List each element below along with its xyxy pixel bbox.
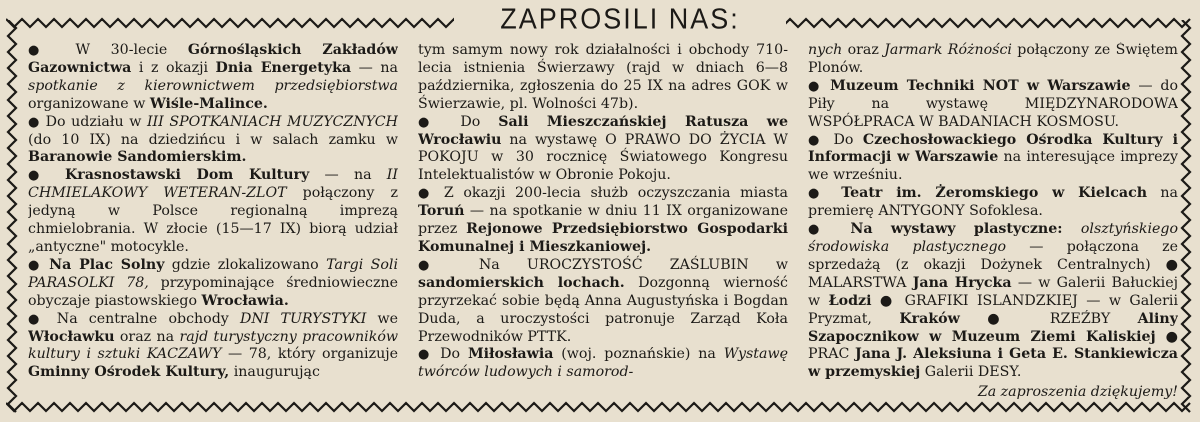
col1-run-20: Na Plac Solny <box>49 256 165 273</box>
col1-run-10: Do udziału w <box>45 113 147 130</box>
col3-run-13: na premierę ANTYGONY Sofoklesa. <box>808 185 1178 220</box>
zigzag-border-right <box>1180 20 1192 414</box>
col2-run-15: Do <box>440 346 468 363</box>
col1-run-9: ● <box>28 114 46 130</box>
col3-run-1: oraz <box>842 42 885 58</box>
col3-run-8: Do <box>833 131 863 148</box>
col3-run-11: ● <box>808 186 842 202</box>
col1-run-13: Baranowie Sandomierskim. <box>28 149 247 166</box>
col1-run-17: II CHMIELAKOWY WETERAN-ZLOT <box>28 167 398 202</box>
col1-run-5: — na <box>351 59 398 76</box>
article-frame <box>6 3 1192 414</box>
column-3-body <box>808 42 1178 380</box>
col1-run-25: ● <box>28 311 57 327</box>
col1-run-15: Krasnostawski Dom Kultury <box>64 167 310 184</box>
col3-run-24: Aliny Szapocznikow w Muzeum Ziemi Kaliskiej <box>808 310 1178 345</box>
col1-run-14: ● <box>28 168 65 184</box>
col1-run-24: Wrocławia. <box>201 292 289 309</box>
col1-run-7: organizowane w <box>28 95 150 112</box>
article-title: ZAPROSILI NAS: <box>454 1 786 37</box>
col1-run-27: DNI TURYSTYKI <box>239 310 367 327</box>
col3-run-12: Teatr im. Żeromskiego w Kielcach <box>841 185 1148 202</box>
col3-run-18: Jana Hrycka <box>912 274 1012 291</box>
col3-run-0: nych <box>808 42 843 58</box>
col1-run-21: gdzie zlokalizowano <box>164 256 327 273</box>
col3-run-25: ● PRAC <box>808 328 1178 363</box>
col1-run-19: ● <box>28 257 50 273</box>
col1-run-11: III SPOTKANIACH MUZYCZNYCH <box>146 113 398 130</box>
col2-run-6: Z okazji 200-lecia służb oczyszczania miasta <box>443 185 788 202</box>
col1-run-22: Targi Soli PARASOLKI 78, <box>28 256 398 291</box>
zigzag-border-left <box>6 20 18 414</box>
col2-run-5: ● <box>418 186 444 202</box>
col1-run-29: Włocławku <box>28 328 115 345</box>
col3-run-19: — w Galerii Bałuckiej w <box>808 274 1178 309</box>
col2-run-14: ● <box>418 347 441 363</box>
col1-run-26: Na centralne obchody <box>56 310 240 327</box>
column-3 <box>808 42 1178 404</box>
col1-run-12: (do 10 IX) na dziedzińcu i w salach zamku w <box>28 131 398 148</box>
col1-run-1: W 30-lecie <box>75 42 188 58</box>
col3-run-23: ● RZEŹBY <box>959 310 1138 327</box>
col3-run-21: ● GRAFIKI ISLANDZKIEJ — w Galerii Pryzmat, <box>808 292 1178 327</box>
col2-run-4: na wystawę O PRAWO DO ŻYCIA W POKOJU w 30 rocznicę Światowego Kongresu Intelektualistów w Obronie Pokoju. <box>418 131 788 184</box>
col2-run-2: Do <box>460 113 499 130</box>
col2-run-16: Miłosławia <box>467 346 554 363</box>
col3-run-6: — do Piły na wystawę MIĘDZYNARODOWA WSPÓŁPRACA W BADANIACH KOSMOSU. <box>808 77 1178 130</box>
col1-run-18: połączony z jedyną w Polsce regionalną imprezą chmielobrania. W złocie (15—17 IX) biorą udział „antyczne" motocykle. <box>28 185 398 255</box>
col1-run-16: — na <box>309 167 387 184</box>
article-columns <box>28 42 1178 404</box>
col3-run-4: ● <box>808 78 831 94</box>
col3-run-20: Łodzi <box>828 292 872 309</box>
col2-run-9: Rejonowe Przedsiębiorstwo Gospodarki Komunalnej i Mieszkaniowej. <box>418 221 788 255</box>
column-2 <box>418 42 788 404</box>
col1-run-31: rajd turystyczny pracowników kultury i sztuki KACZAWY <box>28 328 398 363</box>
col1-run-32: — 78, który organizuje <box>221 346 398 363</box>
col3-run-27: Galerii DESY. <box>920 364 1022 381</box>
col1-run-2: Górnośląskich Zakładów Gazownictwa <box>28 42 398 76</box>
col3-run-7: ● <box>808 132 834 148</box>
col2-run-0: tym samym nowy rok działalności i obchody 710-lecia istnienia Świerzawy (rajd w dniach 6—8 października, zgłoszenia do 25 IX na adres GOK w Świerzawie, pl. Wolności 47b). <box>418 42 788 112</box>
col2-run-13: Dozgonną wierność przyrzekać sobie będą Anna Augustyńska i Bogdan Duda, a uroczystości patronuje Zarząd Koła Przewodników PTTK. <box>418 274 788 345</box>
col2-run-17: (woj. poznańskie) na <box>553 346 724 363</box>
col1-run-3: i z okazji <box>131 59 216 76</box>
col3-run-5: Muzeum Techniki NOT w Warszawie <box>830 77 1131 94</box>
col3-run-17: — połączona ze sprzedażą (z okazji Dożynek Centralnych) ● MALARSTWA <box>808 238 1178 291</box>
col3-run-10: na interesujące imprezy we wrześniu. <box>808 149 1178 184</box>
col1-run-34: inaugurując <box>229 364 320 381</box>
col1-run-8: Wiśle-Malince. <box>149 95 268 112</box>
column-1 <box>28 42 398 404</box>
col1-run-23: przypominające średniowieczne obyczaje piastowskiego <box>28 274 398 309</box>
col3-run-22: Kraków <box>899 310 960 327</box>
col1-run-28: we <box>366 310 398 327</box>
col3-run-3: połączony ze Świętem Plonów. <box>808 42 1178 76</box>
col1-run-6: spotkanie z kierownictwem przedsiębiorstwa <box>28 77 398 94</box>
col1-run-0: ● <box>28 43 76 58</box>
col1-run-33: Gminny Ośrodek Kultury, <box>28 364 230 381</box>
col3-run-16: olsztyńskiego środowiska plastycznego <box>808 221 1178 255</box>
closing-line: Za zaproszenia dziękujemy! <box>977 384 1178 401</box>
col3-run-9: Czechosłowackiego Ośrodka Kultury i Informacji w Warszawie <box>808 131 1178 166</box>
col1-run-30: oraz na <box>114 328 180 345</box>
col2-run-11: Na UROCZYSTOŚĆ ZAŚLUBIN w <box>478 256 788 273</box>
col2-run-1: ● <box>418 114 461 130</box>
col3-run-26: Jana J. Aleksiuna i Geta E. Stankiewicza w przemyskiej <box>808 346 1178 381</box>
col1-run-4: Dnia Energetyka <box>215 59 352 76</box>
col2-run-8: — na spotkanie w dniu 11 IX organizowane przez <box>418 203 788 238</box>
col2-run-7: Toruń <box>418 203 465 220</box>
col3-run-14: ● <box>808 222 851 238</box>
col2-run-12: sandomierskich lochach. <box>418 274 625 291</box>
col2-run-18: Wystawę twórców ludowych i samorod- <box>418 346 788 381</box>
col3-run-2: Jarmark Różności <box>884 42 1012 58</box>
col3-run-15: Na wystawy plastyczne: <box>850 221 1081 238</box>
col2-run-3: Sali Mieszczańskiej Ratusza we Wrocławiu <box>418 113 788 148</box>
col2-run-10: ● <box>418 257 479 273</box>
